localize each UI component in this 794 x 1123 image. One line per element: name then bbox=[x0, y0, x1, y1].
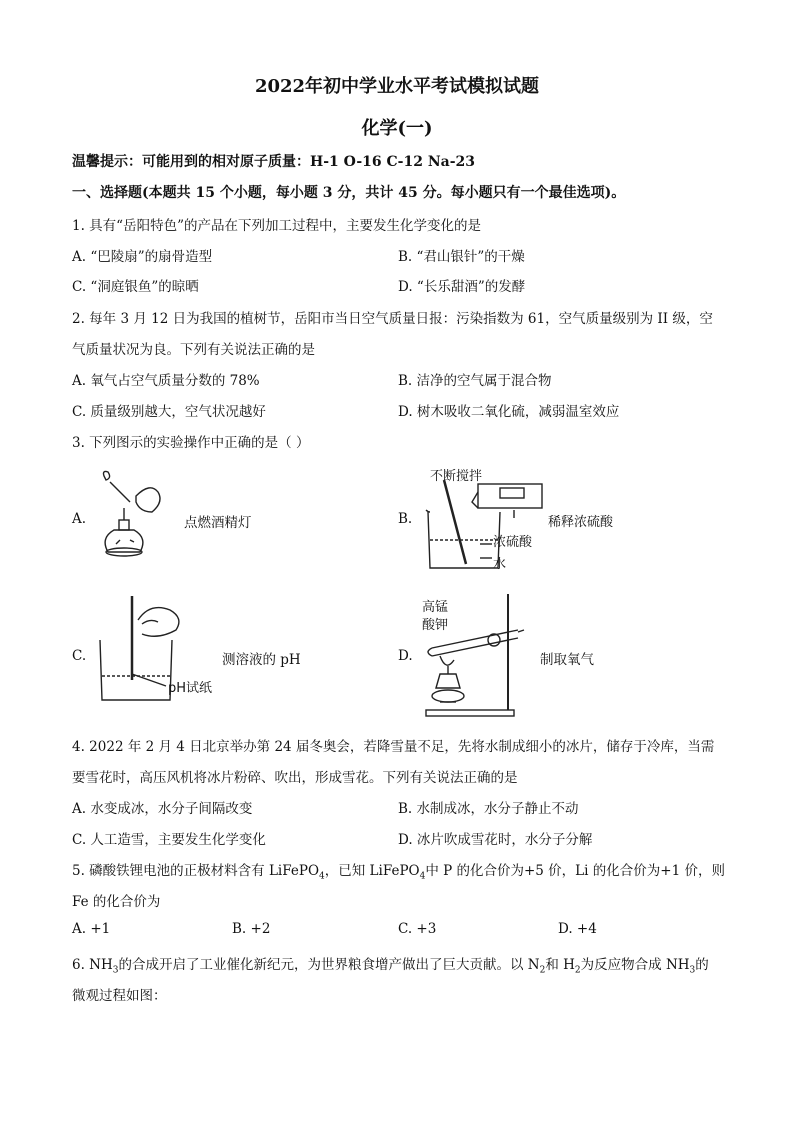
section-heading: 一、选择题(本题共 15 个小题，每小题 3 分，共计 45 分。每小题只有一个最佳选项)。 bbox=[72, 185, 626, 201]
q6-sub-3: 2 bbox=[574, 965, 581, 976]
q6-part-1: 6. NH bbox=[72, 957, 113, 973]
q2-option-c: C. 质量级别越大，空气状况越好 bbox=[72, 404, 266, 420]
q3-b-label-acid: 浓硫酸 bbox=[493, 535, 533, 550]
q5-sub-b: 4 bbox=[419, 871, 426, 882]
exam-subtitle: 化学(一) bbox=[361, 118, 433, 139]
q5-stem-post: 中 P 的化合价为+5 价，Li 的化合价为+1 价，则 bbox=[425, 863, 725, 879]
q3-b-label-stir: 不断搅拌 bbox=[430, 469, 483, 484]
q2-option-b: B. 洁净的空气属于混合物 bbox=[398, 373, 552, 389]
q3-d-label-2: 酸钾 bbox=[422, 618, 449, 633]
q3-stem: 3. 下列图示的实验操作中正确的是（ ） bbox=[72, 435, 310, 451]
q1-option-d: D. “长乐甜酒”的发酵 bbox=[398, 279, 526, 295]
q1-option-a: A. “巴陵扇”的扇骨造型 bbox=[72, 249, 213, 265]
q6-sub-4: 3 bbox=[689, 965, 696, 976]
q3-option-d-letter: D. bbox=[398, 648, 413, 664]
q3-c-label-paper: pH试纸 bbox=[168, 681, 213, 696]
q5-stem-mid: ，已知 LiFePO bbox=[324, 863, 420, 879]
q6-part-2: 的合成开启了工业催化新纪元，为世界粮食增产做出了巨大贡献。以 N bbox=[118, 957, 540, 973]
q6-stem-line2: 微观过程如图： bbox=[72, 988, 167, 1004]
tip-line: 温馨提示：可能用到的相对原子质量：H-1 O-16 C-12 Na-23 bbox=[72, 154, 475, 170]
oxygen-apparatus-figure bbox=[420, 590, 530, 718]
q1-stem: 1. 具有“岳阳特色”的产品在下列加工过程中，主要发生化学变化的是 bbox=[72, 218, 481, 234]
q5-option-a: A. +1 bbox=[72, 921, 111, 937]
dilute-acid-figure bbox=[418, 478, 548, 574]
q3-option-a-caption: 点燃酒精灯 bbox=[184, 515, 252, 531]
q4-option-a: A. 水变成冰，水分子间隔改变 bbox=[72, 801, 253, 817]
q2-stem-line1: 2. 每年 3 月 12 日为我国的植树节，岳阳市当日空气质量日报：污染指数为 61，空气质量级别为 II 级，空 bbox=[72, 311, 713, 327]
q6-part-3: 和 H bbox=[545, 957, 575, 973]
alcohol-lamp-lighting-figure bbox=[90, 468, 170, 563]
q5-option-d: D. +4 bbox=[558, 921, 597, 937]
q3-option-d-caption: 制取氧气 bbox=[540, 652, 594, 668]
q6-part-4: 为反应物合成 NH bbox=[580, 957, 690, 973]
q2-option-a: A. 氧气占空气质量分数的 78% bbox=[72, 373, 260, 389]
q4-option-b: B. 水制成冰，水分子静止不动 bbox=[398, 801, 579, 817]
q3-b-label-water: 水 bbox=[493, 557, 507, 572]
q6-sub-1: 3 bbox=[112, 965, 119, 976]
q3-option-c-caption: 测溶液的 pH bbox=[222, 652, 301, 668]
q2-option-d: D. 树木吸收二氧化硫，减弱温室效应 bbox=[398, 404, 620, 420]
q3-d-label-1: 高锰 bbox=[422, 600, 449, 615]
q5-stem-pre: 5. 磷酸铁锂电池的正极材料含有 LiFePO bbox=[72, 863, 320, 879]
q2-stem-line2: 气质量状况为良。下列有关说法正确的是 bbox=[72, 342, 315, 358]
q5-option-b: B. +2 bbox=[232, 921, 271, 937]
q4-option-c: C. 人工造雪，主要发生化学变化 bbox=[72, 832, 266, 848]
q6-part-5: 的 bbox=[695, 957, 709, 973]
q5-stem-line1 bbox=[72, 859, 725, 882]
q5-option-c: C. +3 bbox=[398, 921, 437, 937]
q5-stem-line2: Fe 的化合价为 bbox=[72, 894, 161, 910]
q4-stem-line2: 要雪花时，高压风机将冰片粉碎、吹出，形成雪花。下列有关说法正确的是 bbox=[72, 770, 518, 786]
q3-option-a-letter: A. bbox=[72, 511, 87, 527]
q6-sub-2: 2 bbox=[539, 965, 546, 976]
q1-option-c: C. “洞庭银鱼”的晾晒 bbox=[72, 279, 199, 295]
q6-stem-line1 bbox=[72, 953, 709, 976]
q5-sub-a: 4 bbox=[319, 871, 325, 882]
q1-option-b: B. “君山银针”的干燥 bbox=[398, 249, 525, 265]
q4-option-d: D. 冰片吹成雪花时，水分子分解 bbox=[398, 832, 593, 848]
q4-stem-line1: 4. 2022 年 2 月 4 日北京举办第 24 届冬奥会，若降雪量不足，先将水制成细小的冰片，储存于冷库，当需 bbox=[72, 739, 715, 755]
q3-option-b-letter: B. bbox=[398, 511, 413, 527]
exam-title: 2022年初中学业水平考试模拟试题 bbox=[254, 76, 540, 97]
q3-b-label-dilute: 稀释浓硫酸 bbox=[548, 515, 614, 530]
q3-option-c-letter: C. bbox=[72, 648, 87, 664]
